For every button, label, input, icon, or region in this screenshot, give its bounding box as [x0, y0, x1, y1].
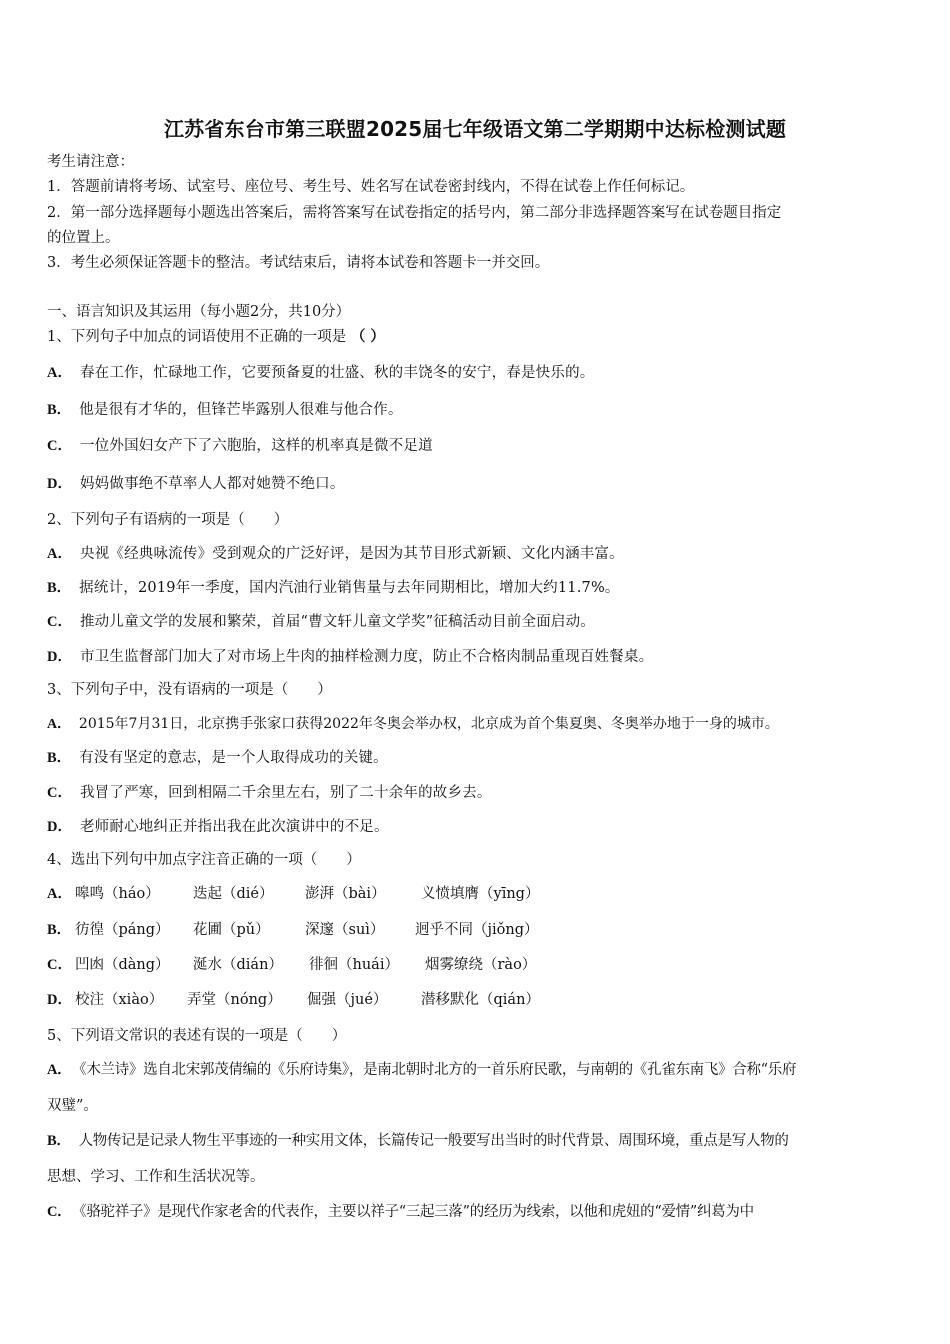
- option-label: C．: [47, 614, 72, 630]
- option-item: [47, 612, 595, 632]
- option-text: 央视《经典咏流传》受到观众的广泛好评，是因为其节目形式新颖、文化内涵丰富。: [79, 546, 624, 562]
- pinyin-item: 迭起（dié）: [193, 886, 274, 902]
- question-stem: 4、选出下列句中加点字注音正确的一项（ ）: [47, 852, 361, 868]
- option-text: 妈妈做事绝不草率人人都对她赞不绝口。: [79, 476, 345, 492]
- option-label: C．: [47, 438, 72, 454]
- pinyin-item: 深邃（suì）: [305, 922, 385, 938]
- option-item: [47, 363, 594, 383]
- option-item: [47, 920, 539, 940]
- option-item: [47, 884, 540, 904]
- pinyin-item: 涎水（dián）: [193, 957, 283, 973]
- option-label: B．: [47, 1133, 71, 1149]
- option-label: A．: [47, 365, 72, 381]
- option-text: 《骆驼祥子》是现代作家老舍的代表作，主要以祥子“三起三落”的经历为线索，以他和虎妞的“爱情”纠葛为中: [79, 1204, 754, 1220]
- option-label: C．: [47, 957, 72, 973]
- option-label: A．: [47, 717, 71, 732]
- pinyin-item: 凹凼（dàng）: [75, 957, 170, 973]
- option-label: D．: [47, 819, 72, 835]
- notice-item: 3．考生必须保证答题卡的整洁。考试结束后，请将本试卷和答题卡一并交回。: [47, 255, 550, 271]
- question-stem: 3、下列句子中，没有语病的一项是（ ）: [47, 682, 332, 698]
- option-item: [47, 544, 624, 564]
- option-label: C．: [47, 1204, 72, 1220]
- option-text: 他是很有才华的，但锋芒毕露别人很难与他合作。: [79, 402, 403, 418]
- question-text: 1、下列句子中加点的词语使用不正确的一项是: [47, 329, 347, 345]
- option-text-continued: 双璧”。: [47, 1098, 98, 1114]
- notice-item: 1．答题前请将考场、试室号、座位号、考生号、姓名写在试卷密封线内，不得在试卷上作任何标记。: [47, 179, 695, 195]
- pinyin-item: 潜移默化（qián）: [421, 992, 540, 1008]
- option-label: A．: [47, 546, 72, 562]
- pinyin-item: 迥乎不同（jiǒng）: [415, 922, 539, 938]
- option-text: 据统计，2019年一季度，国内汽油行业销售量与去年同期相比，增加大约11.7%。: [79, 580, 620, 596]
- pinyin-item: 烟雾缭绕（rào）: [425, 957, 537, 973]
- option-item: [47, 955, 537, 975]
- option-text: 有没有坚定的意志，是一个人取得成功的关键。: [79, 750, 388, 766]
- option-text: 人物传记是记录人物生平事迹的一种实用文体，长篇传记一般要写出当时的时代背景、周围环境，重点是写人物的: [78, 1133, 789, 1149]
- option-text: 老师耐心地纠正并指出我在此次演讲中的不足。: [79, 819, 389, 835]
- pinyin-item: 倔强（jué）: [307, 992, 388, 1008]
- option-item: [47, 1060, 796, 1080]
- option-item: [47, 474, 345, 494]
- answer-paren: （ ）: [350, 328, 385, 345]
- option-text-continued: 思想、学习、工作和生活状况等。: [47, 1169, 265, 1185]
- option-label: D．: [47, 476, 72, 492]
- question-stem: 2、下列句子有语病的一项是（ ）: [47, 512, 289, 528]
- page-title: 江苏省东台市第三联盟2025届七年级语文第二学期期中达标检测试题: [163, 117, 787, 141]
- option-item: [47, 783, 492, 803]
- option-label: C．: [47, 785, 72, 801]
- pinyin-item: 彷徨（páng）: [75, 922, 170, 938]
- notice-item: 的位置上。: [47, 230, 120, 246]
- option-item: [47, 714, 779, 735]
- pinyin-item: 澎湃（bài）: [305, 886, 386, 902]
- question-stem: [47, 327, 385, 347]
- pinyin-item: 弄堂（nóng）: [187, 992, 282, 1008]
- option-label: A．: [47, 1062, 72, 1078]
- option-label: B．: [47, 922, 72, 938]
- pinyin-item: 嗥鸣（háo）: [75, 886, 160, 902]
- pinyin-item: 徘徊（huái）: [309, 957, 399, 973]
- pinyin-item: 校注（xiào）: [75, 992, 164, 1008]
- option-text: 2015年7月31日，北京携手张家口获得2022年冬奥会举办权，北京成为首个集夏奥、冬奥举办地于一身的城市。: [78, 716, 779, 732]
- option-item: [47, 1131, 789, 1151]
- option-label: B．: [47, 402, 72, 418]
- question-stem: 5、下列语文常识的表述有误的一项是（ ）: [47, 1028, 347, 1044]
- pinyin-item: 花圃（pǔ）: [193, 922, 270, 938]
- option-item: [47, 1202, 754, 1222]
- option-text: 我冒了严寒，回到相隔二千余里左右，别了二十余年的故乡去。: [79, 785, 492, 801]
- option-text: 《木兰诗》选自北宋郭茂倩编的《乐府诗集》，是南北朝时北方的一首乐府民歌，与南朝的《孔雀东南飞》合称“乐府: [79, 1062, 797, 1078]
- section-heading: 一、语言知识及其运用（每小题2分，共10分）: [47, 304, 351, 320]
- option-item: [47, 578, 620, 598]
- option-label: D．: [47, 992, 72, 1008]
- option-item: [47, 400, 403, 420]
- option-item: [47, 748, 388, 768]
- option-label: B．: [47, 750, 72, 766]
- option-item: [47, 990, 540, 1010]
- option-label: D．: [47, 649, 72, 665]
- option-text: 一位外国妇女产下了六胞胎，这样的机率真是微不足道: [79, 438, 433, 454]
- option-text: 市卫生监督部门加大了对市场上牛肉的抽样检测力度，防止不合格肉制品重现百姓餐桌。: [79, 649, 654, 665]
- option-text: 推动儿童文学的发展和繁荣，首届“曹文轩儿童文学奖”征稿活动目前全面启动。: [79, 614, 596, 630]
- option-label: A．: [47, 886, 72, 902]
- option-text: 春在工作，忙碌地工作，它要预备夏的壮盛、秋的丰饶冬的安宁，春是快乐的。: [79, 365, 595, 381]
- option-item: [47, 647, 653, 667]
- option-item: [47, 436, 433, 456]
- notice-heading: 考生请注意：: [47, 154, 134, 170]
- option-label: B．: [47, 580, 72, 596]
- pinyin-item: 义愤填膺（yīng）: [421, 886, 540, 902]
- notice-item: 2．第一部分选择题每小题选出答案后，需将答案写在试卷指定的括号内，第二部分非选择题答案写在试卷题目指定: [47, 205, 782, 221]
- option-item: [47, 817, 389, 837]
